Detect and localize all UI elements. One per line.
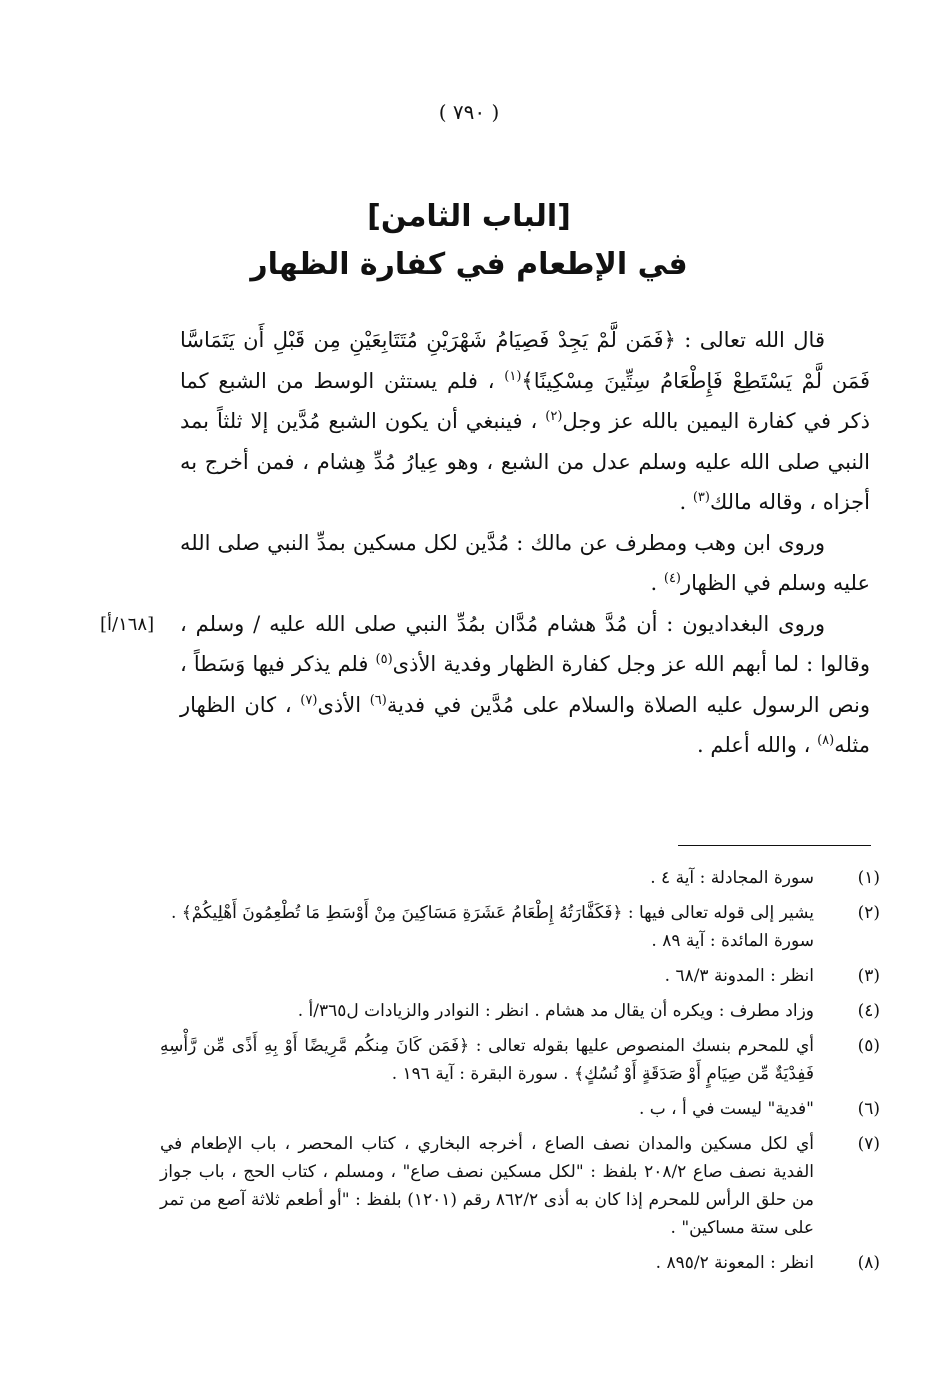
paragraph-text: ، فينبغي أن يكون الشبع مُدَّين إلا ثلثاً بمد النبي صلى الله عليه وسلم عدل من الشبع ، وهو عِيارُ مُدِّ هِشام ، فمن أخرج به أجزاه ، وقاله مالك xyxy=(180,409,870,514)
paragraph-text: ، فلم يستثن الوسط من الشبع كما ذكر في كفارة اليمين بالله عز وجل xyxy=(180,368,870,433)
footnote xyxy=(160,1095,880,1123)
footnote-divider xyxy=(678,845,871,846)
paragraph-text: . xyxy=(679,490,693,514)
paragraph-text: قال الله تعالى : ﴿فَمَن لَّمْ يَجِدْ فَصِيَامُ شَهْرَيْنِ مُتَتَابِعَيْنِ مِن قَبْلِ أَن يَتَمَاسَّا فَمَن لَّمْ يَسْتَطِعْ فَإِطْعَامُ سِتِّينَ مِسْكِينًا﴾ xyxy=(180,328,870,393)
footnote-line: "فدية" ليست في أ ، ب . xyxy=(638,1099,814,1119)
footnote-marker: (٦) xyxy=(369,692,387,708)
footnote xyxy=(160,1249,880,1277)
paragraph xyxy=(180,523,870,604)
footnote xyxy=(160,864,880,892)
footnote-number: (٦) xyxy=(857,1099,880,1119)
footnote-line: يشير إلى قوله تعالى فيها : ﴿فَكَفَّارَتُهُ إِطْعَامُ عَشَرَةِ مَسَاكِينَ مِنْ أَوْسَطِ مَا تُطْعِمُونَ أَهْلِيكُمْ﴾ . xyxy=(170,903,814,923)
footnote-line: وزاد مطرف : ويكره أن يقال مد هشام . انظر : النوادر والزيادات ل٣٦٥/أ . xyxy=(297,1001,814,1021)
footnote-marker: (٣) xyxy=(692,490,710,505)
footnote xyxy=(160,997,880,1025)
footnote-text xyxy=(160,1130,814,1242)
footnote-text xyxy=(160,1032,814,1088)
footnote-line: سورة المائدة : آية ٨٩ . xyxy=(651,931,814,951)
paragraph-text: وروى ابن وهب ومطرف عن مالك : مُدَّين لكل مسكين بمدِّ النبي صلى الله عليه وسلم في الظهار xyxy=(180,530,870,595)
footnote-marker: (١) xyxy=(504,368,522,384)
footnote-marker: (٢) xyxy=(545,409,563,424)
paragraph xyxy=(180,604,870,766)
main-text xyxy=(180,320,870,766)
footnote-line: سورة المجادلة : آية ٤ . xyxy=(650,868,814,888)
footnote-number: (٨) xyxy=(857,1253,880,1273)
footnote xyxy=(160,962,880,990)
paragraph xyxy=(180,320,870,523)
footnote-text xyxy=(160,1249,814,1277)
paragraph-text: ، والله أعلم . xyxy=(697,733,818,757)
footnote xyxy=(160,1130,880,1242)
footnote-number: (٧) xyxy=(857,1134,880,1154)
footnote-number: (٤) xyxy=(857,1001,880,1021)
chapter-label: [الباب الثامن] xyxy=(367,199,571,234)
footnote xyxy=(160,1032,880,1088)
footnote-marker: (٤) xyxy=(663,571,681,586)
footnote-text xyxy=(160,997,814,1025)
paragraph-text: الأذى xyxy=(317,692,370,717)
footnote-line: انظر : المدونة ٦٨/٣ . xyxy=(664,966,814,986)
footnote-number: (٢) xyxy=(857,903,880,923)
paragraph-text: فلم يذكر فيها وَسَطاً ، ونص الرسول عليه الصلاة والسلام على مُدَّين في فدية xyxy=(180,652,870,717)
chapter-title xyxy=(0,193,938,289)
footnote-number: (٥) xyxy=(857,1036,880,1056)
footnote-line: أي لكل مسكين والمدان نصف الصاع ، أخرجه البخاري ، كتاب المحصر ، باب الإطعام في الفدية نصف صاع ٢٠٨/٢ بلفظ : "لكل مسكين نصف صاع" ، ومسلم ، كتاب الحج ، باب جواز من حلق الرأس للمحرم إذا كان به أذى ٨٦٢/٢ رقم (١٢٠١) بلفظ : "أو أطعم ثلاثة آصع من تمر على ستة مساكين" . xyxy=(160,1134,815,1238)
footnotes xyxy=(160,864,880,1284)
footnote-line: انظر : المعونة ٨٩٥/٢ . xyxy=(655,1253,814,1273)
paragraph-text: وروى البغداديون : أن مُدَّ هشام مُدَّان بمُدِّ النبي صلى الله عليه / وسلم ، وقالوا : لما أبهم الله عز وجل كفارة الظهار وفدية الأذى xyxy=(180,611,870,676)
chapter-heading: في الإطعام في كفارة الظهار xyxy=(250,247,688,282)
footnote-marker: (٨) xyxy=(817,733,835,748)
footnote-text xyxy=(160,1095,814,1123)
paragraph-text: ، كان الظهار مثله xyxy=(180,692,870,757)
footnote-number: (٣) xyxy=(857,966,880,986)
footnote-text xyxy=(160,962,814,990)
footnote-text xyxy=(160,899,814,955)
footnote-line: أي للمحرم بنسك المنصوص عليها بقوله تعالى : ﴿فَمَن كَانَ مِنكُم مَّرِيضًا أَوْ بِهِ أَذًى مِّن رَّأْسِهِ فَفِدْيَةٌ مِّن صِيَامٍ أَوْ صَدَقَةٍ أَوْ نُسُكٍ﴾ . سورة البقرة : آية ١٩٦ . xyxy=(160,1036,814,1084)
footnote-number: (١) xyxy=(857,868,880,888)
manuscript-folio-ref: [١٦٨/أ] xyxy=(100,614,155,635)
footnote-marker: (٥) xyxy=(375,652,393,667)
page-number: ( ٧٩٠ ) xyxy=(438,100,500,124)
footnote xyxy=(160,899,880,955)
footnote-text xyxy=(160,864,814,892)
paragraph-text: . xyxy=(650,571,664,595)
footnote-marker: (٧) xyxy=(300,692,318,708)
